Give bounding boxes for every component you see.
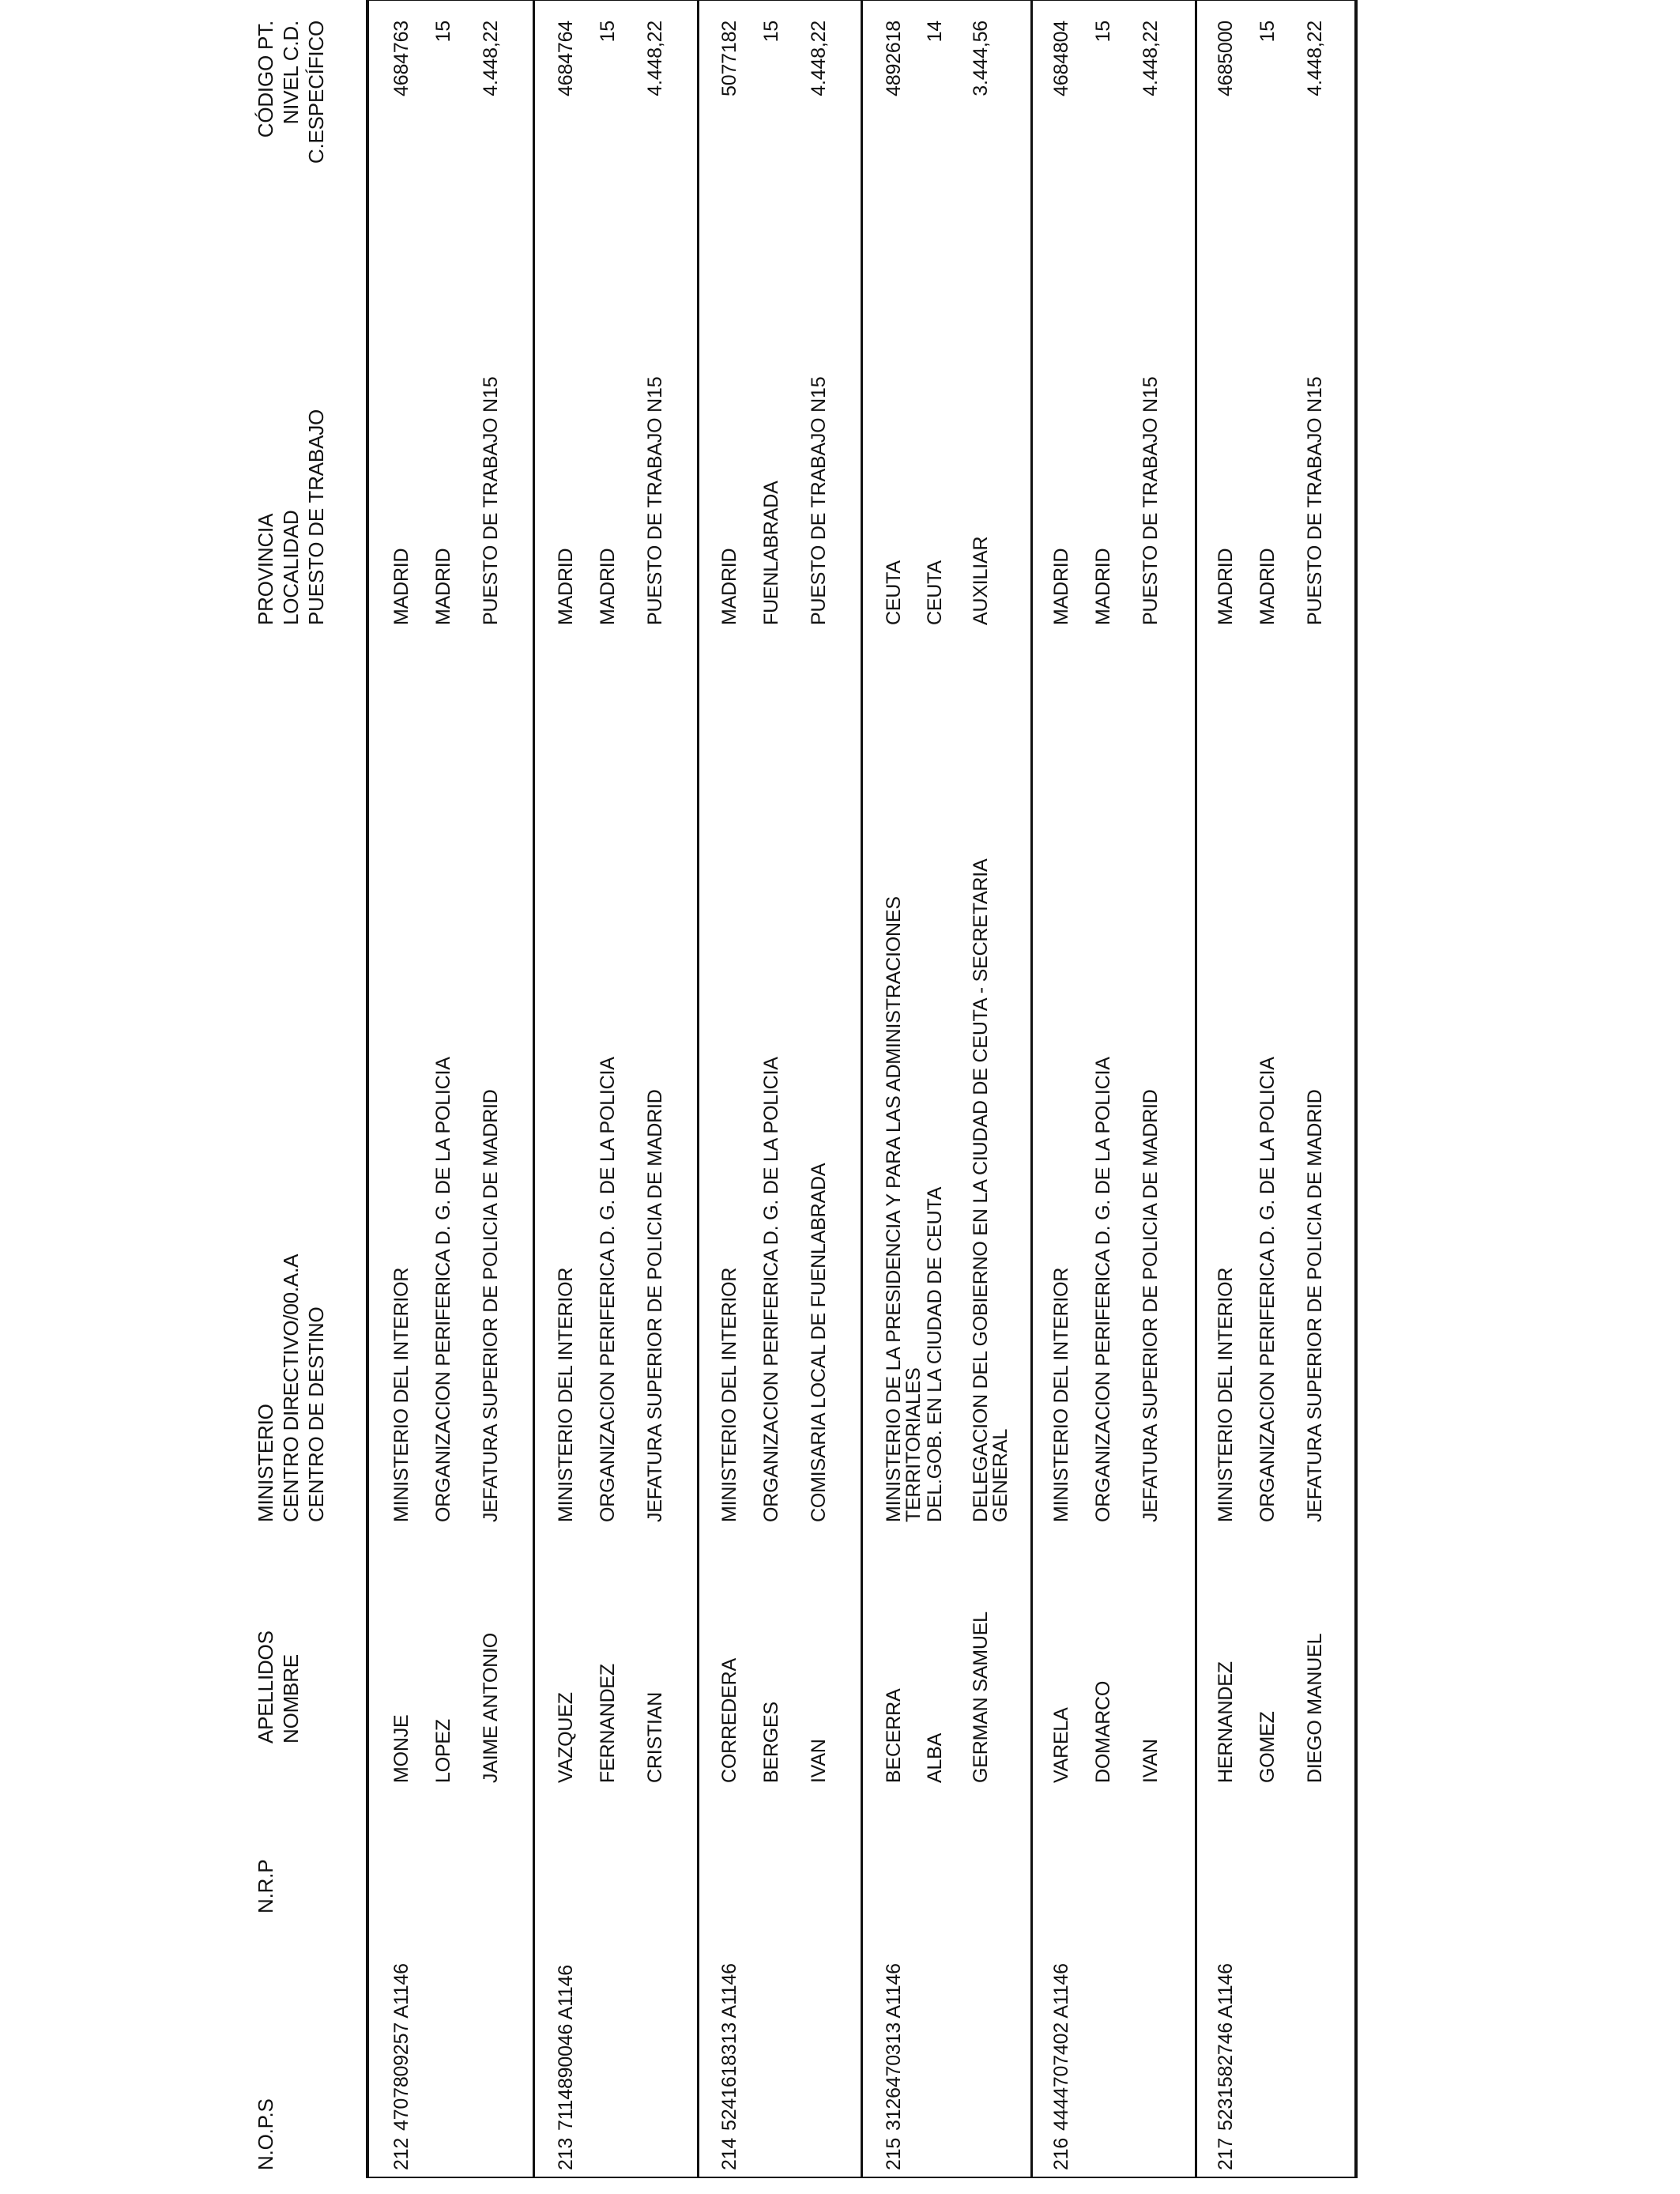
row-ministerio: MINISTERIO DEL INTERIOR	[555, 1267, 577, 1522]
row-ministerio: MINISTERIO DEL INTERIOR	[718, 1267, 740, 1522]
row-especifico: 4.448,22	[808, 21, 830, 96]
row-localidad: MADRID	[1256, 548, 1279, 625]
row-ministerio: MINISTERIO DE LA PRESIDENCIA Y PARA LAS ADMINISTRACIONES	[883, 896, 905, 1522]
row-ministerio: MINISTERIO DEL INTERIOR	[1215, 1267, 1237, 1522]
row-apellido1: VAZQUEZ	[555, 1692, 577, 1783]
row-centro-destino: JEFATURA SUPERIOR DE POLICIA DE MADRID	[644, 1089, 666, 1522]
row-apellido2: LOPEZ	[432, 1719, 454, 1783]
header-provincia: PROVINCIA	[254, 513, 277, 625]
row-nombre: GERMAN SAMUEL	[970, 1612, 992, 1783]
row-ministerio-cont: TERRITORIALES	[902, 1367, 925, 1522]
row-nrp: 4707809257 A1146	[390, 1963, 412, 2131]
row-nrp: 5241618313 A1146	[718, 1963, 740, 2131]
row-localidad: MADRID	[597, 548, 619, 625]
header-nivel: NIVEL C.D.	[279, 21, 303, 125]
row-localidad: MADRID	[1092, 548, 1114, 625]
row-centro-directivo: ORGANIZACION PERIFERICA D. G. DE LA POLICIA	[1256, 1057, 1279, 1522]
row-centro-destino: DELEGACION DEL GOBIERNO EN LA CIUDAD DE CEUTA - SECRETARIA	[970, 858, 992, 1522]
row-especifico: 3.444,56	[970, 21, 992, 96]
row-centro-directivo: ORGANIZACION PERIFERICA D. G. DE LA POLICIA	[760, 1057, 782, 1522]
row-centro-directivo: ORGANIZACION PERIFERICA D. G. DE LA POLICIA	[432, 1057, 454, 1522]
row-separator	[1030, 0, 1033, 2178]
row-centro-directivo: ORGANIZACION PERIFERICA D. G. DE LA POLICIA	[597, 1057, 619, 1522]
row-provincia: CEUTA	[883, 560, 905, 625]
row-codigo: 4685000	[1215, 21, 1237, 96]
row-centro-destino: JEFATURA SUPERIOR DE POLICIA DE MADRID	[1304, 1089, 1326, 1522]
row-separator	[697, 0, 699, 2178]
row-apellido1: BECERRA	[883, 1688, 905, 1783]
row-nops: 216	[1050, 2137, 1072, 2170]
header-nrp: N.R.P	[254, 1859, 277, 1913]
row-apellido2: FERNANDEZ	[597, 1664, 619, 1783]
header-centro-destino: CENTRO DE DESTINO	[304, 1306, 328, 1522]
row-codigo: 4684763	[390, 21, 412, 96]
header-nops: N.O.P.S	[254, 2098, 277, 2170]
row-nops: 215	[883, 2137, 905, 2170]
row-nivel: 15	[1092, 21, 1114, 43]
row-nivel: 15	[1256, 21, 1279, 43]
row-ministerio: MINISTERIO DEL INTERIOR	[1050, 1267, 1072, 1522]
row-localidad: MADRID	[432, 548, 454, 625]
row-apellido2: DOMARCO	[1092, 1680, 1114, 1783]
header-localidad: LOCALIDAD	[279, 510, 303, 625]
row-centro-directivo: ORGANIZACION PERIFERICA D. G. DE LA POLICIA	[1092, 1057, 1114, 1522]
row-apellido1: CORREDERA	[718, 1658, 740, 1783]
row-separator	[533, 0, 535, 2178]
row-centro-destino-cont: GENERAL	[989, 1428, 1011, 1522]
row-especifico: 4.448,22	[644, 21, 666, 96]
row-nops: 212	[390, 2137, 412, 2170]
row-apellido2: GOMEZ	[1256, 1711, 1279, 1783]
row-provincia: MADRID	[1215, 548, 1237, 625]
row-provincia: MADRID	[1050, 548, 1072, 625]
row-ministerio: MINISTERIO DEL INTERIOR	[390, 1267, 412, 1522]
row-nombre: IVAN	[808, 1739, 830, 1783]
row-codigo: 5077182	[718, 21, 740, 96]
row-centro-destino: COMISARIA LOCAL DE FUENLABRADA	[808, 1163, 830, 1522]
row-nombre: CRISTIAN	[644, 1691, 666, 1783]
row-puesto: PUESTO DE TRABAJO N15	[1304, 376, 1326, 625]
row-apellido1: VARELA	[1050, 1707, 1072, 1783]
row-nivel: 15	[432, 21, 454, 43]
row-nrp: 5231582746 A1146	[1215, 1963, 1237, 2131]
row-centro-destino: JEFATURA SUPERIOR DE POLICIA DE MADRID	[1139, 1089, 1162, 1522]
row-nivel: 14	[924, 21, 946, 43]
header-especifico: C.ESPECÍFICO	[304, 21, 328, 164]
row-puesto: PUESTO DE TRABAJO N15	[808, 376, 830, 625]
row-nombre: IVAN	[1139, 1739, 1162, 1783]
row-provincia: MADRID	[718, 548, 740, 625]
row-apellido2: BERGES	[760, 1702, 782, 1783]
row-especifico: 4.448,22	[1139, 21, 1162, 96]
row-nops: 217	[1215, 2137, 1237, 2170]
row-puesto: PUESTO DE TRABAJO N15	[1139, 376, 1162, 625]
row-codigo: 4684764	[555, 21, 577, 96]
row-nivel: 15	[597, 21, 619, 43]
row-nrp: 3126470313 A1146	[883, 1963, 905, 2131]
row-apellido1: MONJE	[390, 1714, 412, 1783]
row-puesto: AUXILIAR	[970, 536, 992, 625]
row-apellido2: ALBA	[924, 1732, 946, 1783]
row-nrp: 4444707402 A1146	[1050, 1963, 1072, 2131]
row-apellido1: HERNANDEZ	[1215, 1661, 1237, 1783]
row-centro-directivo: DEL.GOB. EN LA CIUDAD DE CEUTA	[924, 1186, 946, 1522]
row-puesto: PUESTO DE TRABAJO N15	[644, 376, 666, 625]
row-provincia: MADRID	[390, 548, 412, 625]
row-nops: 214	[718, 2137, 740, 2170]
header-puesto: PUESTO DE TRABAJO	[304, 409, 328, 625]
row-codigo: 4892618	[883, 21, 905, 96]
row-nrp: 7114890046 A1146	[555, 1965, 577, 2131]
row-especifico: 4.448,22	[480, 21, 502, 96]
row-codigo: 4684804	[1050, 21, 1072, 96]
header-codigo: CÓDIGO PT.	[254, 21, 277, 138]
row-centro-destino: JEFATURA SUPERIOR DE POLICIA DE MADRID	[480, 1089, 502, 1522]
row-especifico: 4.448,22	[1304, 21, 1326, 96]
row-nombre: DIEGO MANUEL	[1304, 1633, 1326, 1783]
header-nombre: NOMBRE	[279, 1654, 303, 1744]
row-nivel: 15	[760, 21, 782, 43]
row-separator	[861, 0, 863, 2178]
row-provincia: MADRID	[555, 548, 577, 625]
row-nombre: JAIME ANTONIO	[480, 1632, 502, 1783]
row-nops: 213	[555, 2137, 577, 2170]
row-localidad: FUENLABRADA	[760, 481, 782, 625]
header-apellidos: APELLIDOS	[254, 1630, 277, 1744]
header-ministerio: MINISTERIO	[254, 1404, 277, 1522]
header-centro-directivo: CENTRO DIRECTIVO/00.A.A	[279, 1253, 303, 1522]
row-separator	[1195, 0, 1197, 2178]
row-puesto: PUESTO DE TRABAJO N15	[480, 376, 502, 625]
row-localidad: CEUTA	[924, 560, 946, 625]
